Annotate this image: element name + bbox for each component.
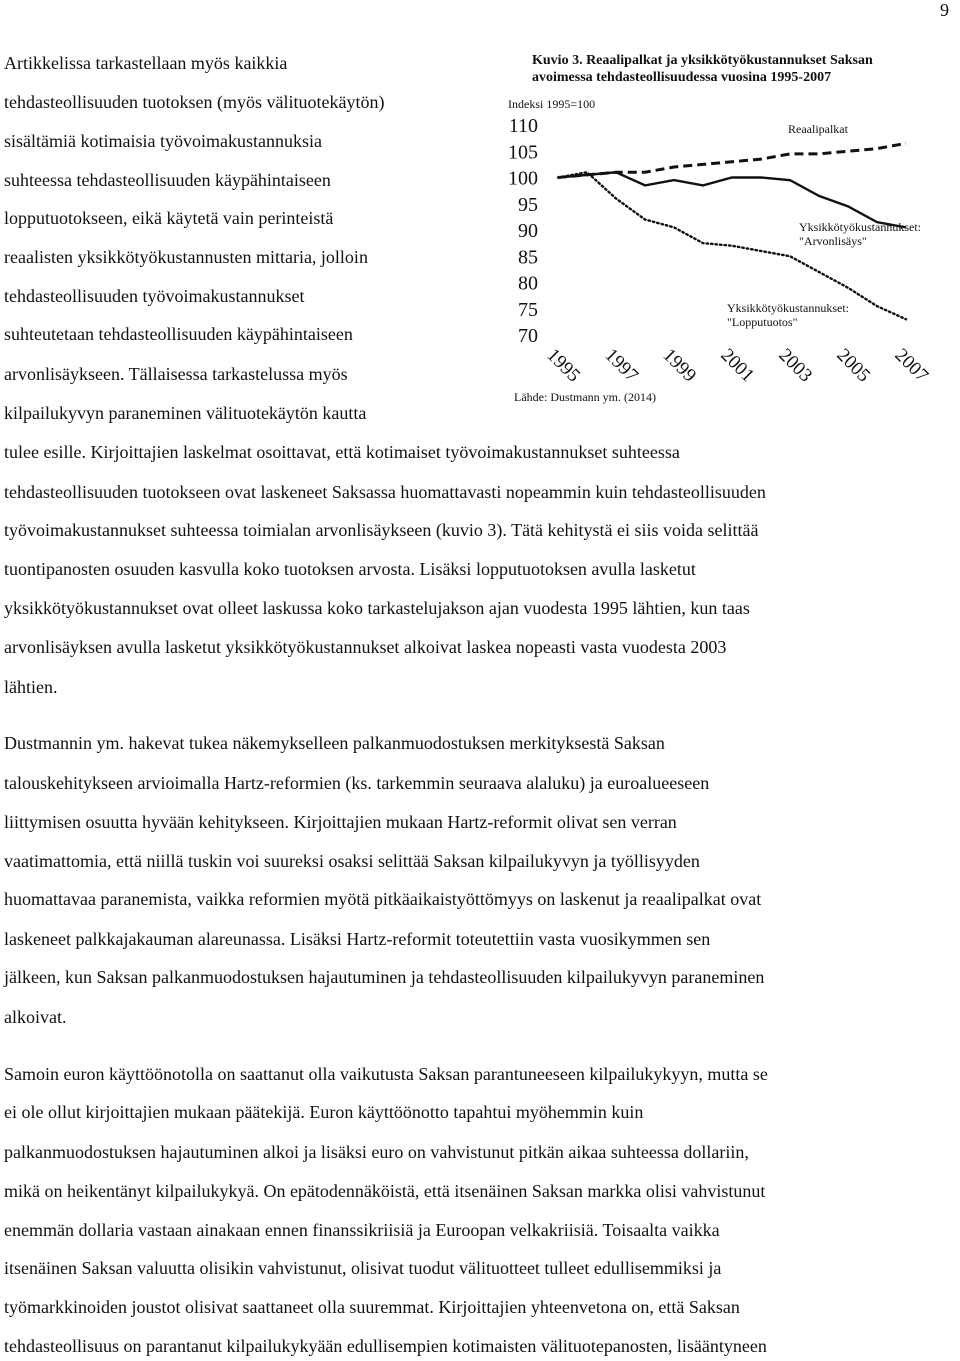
- text-line: lopputuotokseen, eikä käytetä vain perinteistä: [4, 208, 334, 228]
- y-tick-label: 80: [518, 272, 538, 295]
- y-tick-label: 75: [518, 298, 538, 321]
- text-line: kilpailukyvyn paraneminen välituotekäytön kautta: [4, 403, 367, 423]
- text-line: lähtien.: [4, 677, 58, 697]
- series-label: Yksikkötyökustannukset:: [727, 301, 849, 315]
- text-line: reaalisten yksikkötyökustannusten mittaria, jolloin: [4, 247, 368, 267]
- text-line: enemmän dollaria vastaan ainakaan ennen finanssikriisiä ja Euroopan velkakriisiä. Toisaalta vaikka: [4, 1220, 720, 1240]
- text-line: sisältämiä kotimaisia työvoimakustannuksia: [4, 131, 322, 151]
- text-line: Artikkelissa tarkastellaan myös kaikkia: [4, 53, 288, 73]
- text-line: ei ole ollut kirjoittajien mukaan päätekijä. Euron käyttöönotto tapahtui myöhemmin kuin: [4, 1102, 644, 1122]
- text-line: vaatimattomia, että niillä tuskin voi suureksi osaksi selittää Saksan kilpailukyvyn ja työllisyyden: [4, 851, 700, 871]
- text-line: tuontipanosten osuuden kasvulla koko tuotoksen arvosta. Lisäksi lopputuotoksen avulla lasketut: [4, 559, 696, 579]
- text-line: työmarkkinoiden joustot olisivat saattaneet olla suuremmat. Kirjoittajien yhteenvetona on, että Saksan: [4, 1297, 740, 1317]
- text-line: Dustmannin ym. hakevat tukea näkemykselleen palkanmuodostuksen merkityksestä Saksan: [4, 733, 665, 753]
- y-axis-ticks: [508, 115, 538, 347]
- chart-title-line-2: avoimessa tehdasteollisuudessa vuosina 1995-2007: [532, 70, 832, 85]
- text-line: tehdasteollisuus on parantanut kilpailukykyään edullisempien kotimaisten välituotepanosten, lisääntyneen: [4, 1336, 767, 1356]
- text-line: arvonlisäykseen. Tällaisessa tarkastelussa myös: [4, 364, 348, 384]
- chart-title-line-1: Kuvio 3. Reaalipalkat ja yksikkötyökustannukset Saksan: [532, 53, 873, 68]
- text-line: tulee esille. Kirjoittajien laskelmat osoittavat, että kotimaiset työvoimakustannukset suhteessa: [4, 442, 680, 462]
- series-label: "Arvonlisäys": [799, 234, 867, 248]
- text-line: jälkeen, kun Saksan palkanmuodostuksen hajautuminen ja tehdasteollisuuden kilpailukyvyn paraneminen: [4, 967, 765, 987]
- series-label: Reaalipalkat: [788, 122, 848, 136]
- x-tick-label: 1999: [658, 344, 701, 387]
- x-tick-label: 2007: [890, 344, 933, 387]
- text-line: talouskehitykseen arvioimalla Hartz-reformien (ks. tarkemmin seuraava alaluku) ja euroalueeseen: [4, 773, 710, 793]
- text-line: tehdasteollisuuden tuotoksen (myös välituotekäytön): [4, 92, 385, 112]
- text-line: yksikkötyökustannukset ovat olleet laskussa koko tarkastelujakson ajan vuodesta 1995 lähtien, kun taas: [4, 598, 750, 618]
- text-line: arvonlisäyksen avulla lasketut yksikkötyökustannukset alkoivat laskea nopeasti vasta vuodesta 2003: [4, 637, 727, 657]
- y-tick-label: 95: [518, 193, 538, 216]
- x-axis-ticks: [542, 345, 932, 387]
- y-tick-label: 100: [508, 167, 538, 190]
- chart-y-axis-label: Indeksi 1995=100: [508, 97, 596, 111]
- text-line: työvoimakustannukset suhteessa toimialan arvonlisäykseen (kuvio 3). Tätä kehitystä ei siis voida selittää: [4, 520, 759, 540]
- y-tick-label: 105: [508, 141, 538, 164]
- y-tick-label: 85: [518, 246, 538, 269]
- text-line: alkoivat.: [4, 1007, 67, 1027]
- text-line: huomattavaa paranemista, vaikka reformien myötä pitkäaikaistyöttömyys on laskenut ja reaalipalkat ovat: [4, 889, 762, 909]
- text-line: mikä on heikentänyt kilpailukykyä. On epätodennäköistä, että itsenäinen Saksan markka olisi vahvistunut: [4, 1181, 766, 1201]
- y-tick-label: 70: [518, 325, 538, 347]
- x-tick-label: 1997: [600, 344, 643, 387]
- series-label: "Lopputuotos": [727, 315, 798, 329]
- series-label: Yksikkötyökustannukset:: [799, 220, 921, 234]
- text-line: itsenäinen Saksan valuutta olisikin vahvistunut, olisivat tuodut välituotteet tulleet edullisemmiksi ja: [4, 1258, 722, 1278]
- chart-source: Lähde: Dustmann ym. (2014): [514, 390, 656, 404]
- y-tick-label: 90: [518, 220, 538, 242]
- page-number: 9: [940, 0, 949, 20]
- y-tick-label: 110: [508, 115, 538, 137]
- text-line: Samoin euron käyttöönotolla on saattanut olla vaikutusta Saksan parantuneeseen kilpailukykyyn, mutta se: [4, 1064, 768, 1084]
- text-line: suhteutetaan tehdasteollisuuden käypähintaiseen: [4, 324, 353, 344]
- x-tick-label: 2005: [832, 344, 875, 387]
- text-line: tehdasteollisuuden työvoimakustannukset: [4, 286, 305, 306]
- text-line: suhteessa tehdasteollisuuden käypähintaiseen: [4, 170, 331, 190]
- figure-kuvio-3: [500, 44, 940, 414]
- text-line: laskeneet palkkajakauman alareunassa. Lisäksi Hartz-reformit toteutettiin vasta vuosikymmen sen: [4, 929, 711, 949]
- x-tick-label: 1995: [542, 344, 585, 387]
- x-tick-label: 2001: [716, 344, 759, 387]
- x-tick-label: 2003: [774, 344, 817, 387]
- text-line: tehdasteollisuuden tuotokseen ovat laskeneet Saksassa huomattavasti nopeammin kuin tehdasteollisuuden: [4, 482, 766, 502]
- text-line: liittymisen osuutta hyvään kehitykseen. Kirjoittajien mukaan Hartz-reformit olivat sen verran: [4, 812, 677, 832]
- text-line: palkanmuodostuksen hajautuminen alkoi ja lisäksi euro on vahvistunut pitkän aikaa suhteessa dollariin,: [4, 1142, 749, 1162]
